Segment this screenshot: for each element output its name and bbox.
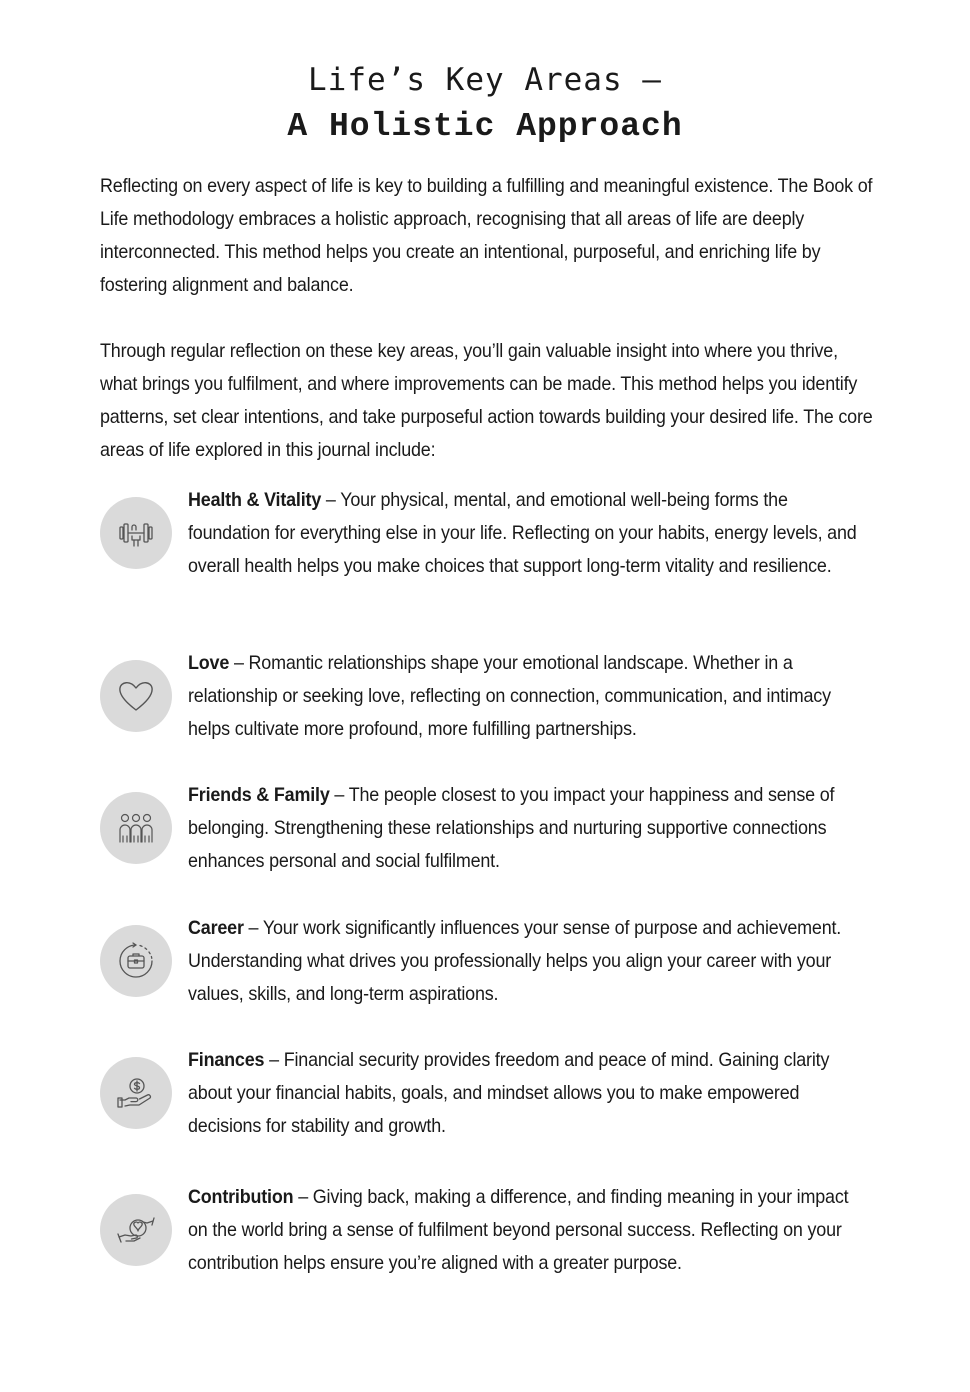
money-hand-icon xyxy=(100,1057,172,1129)
heart-icon xyxy=(100,660,172,732)
people-group-icon xyxy=(100,792,172,864)
area-description: – Your physical, mental, and emotional well-being forms the foundation for everything else in your life. Reflecting on your habits, energy levels, and overall health helps you make choices that support long-term vitality and resilience. xyxy=(188,489,857,577)
area-description: – Your work significantly influences your sense of purpose and achievement. Understanding what drives you professionally helps you align your career with your values, skills, and long-term aspirations. xyxy=(188,917,842,1005)
page-title-line-2: A Holistic Approach xyxy=(287,108,683,145)
area-description: – Giving back, making a difference, and finding meaning in your impact on the world bring a sense of fulfilment beyond personal success. Reflecting on your contribution helps ensure you’re aligned with a greater purpose. xyxy=(188,1186,849,1274)
area-description: – The people closest to you impact your happiness and sense of belonging. Strengthening these relationships and nurturing supportive connections enhances personal and social fulfilment. xyxy=(188,784,835,872)
area-description: – Financial security provides freedom and peace of mind. Gaining clarity about your financial habits, goals, and mindset allows you to make empowered decisions for stability and growth. xyxy=(188,1049,830,1137)
dumbbell-icon xyxy=(100,497,172,569)
briefcase-growth-icon xyxy=(100,925,172,997)
area-name: Health & Vitality xyxy=(188,489,322,511)
area-name: Friends & Family xyxy=(188,784,330,806)
area-name: Finances xyxy=(188,1049,265,1071)
giving-hands-icon xyxy=(100,1194,172,1266)
page-title-line-1: Life’s Key Areas – xyxy=(308,62,662,98)
intro-paragraph-2: Through regular reflection on these key areas, you’ll gain valuable insight into where you thrive, what brings you fulfilment, and where improvements can be made. This method helps you identify patterns, set clear intentions, and take purposeful action towards building your desired life. The core areas of life explored in this journal include: xyxy=(100,340,873,461)
area-name: Career xyxy=(188,917,244,939)
area-name: Love xyxy=(188,652,230,674)
intro-paragraph-1: Reflecting on every aspect of life is key to building a fulfilling and meaningful existence. The Book of Life methodology embraces a holistic approach, recognising that all areas of life are deeply interconnected. This method helps you create an intentional, purposeful, and enriching life by fostering alignment and balance. xyxy=(100,175,873,296)
area-description: – Romantic relationships shape your emotional landscape. Whether in a relationship or seeking love, reflecting on connection, communication, and intimacy helps cultivate more profound, more fulfilling partnerships. xyxy=(188,652,831,740)
area-name: Contribution xyxy=(188,1186,294,1208)
